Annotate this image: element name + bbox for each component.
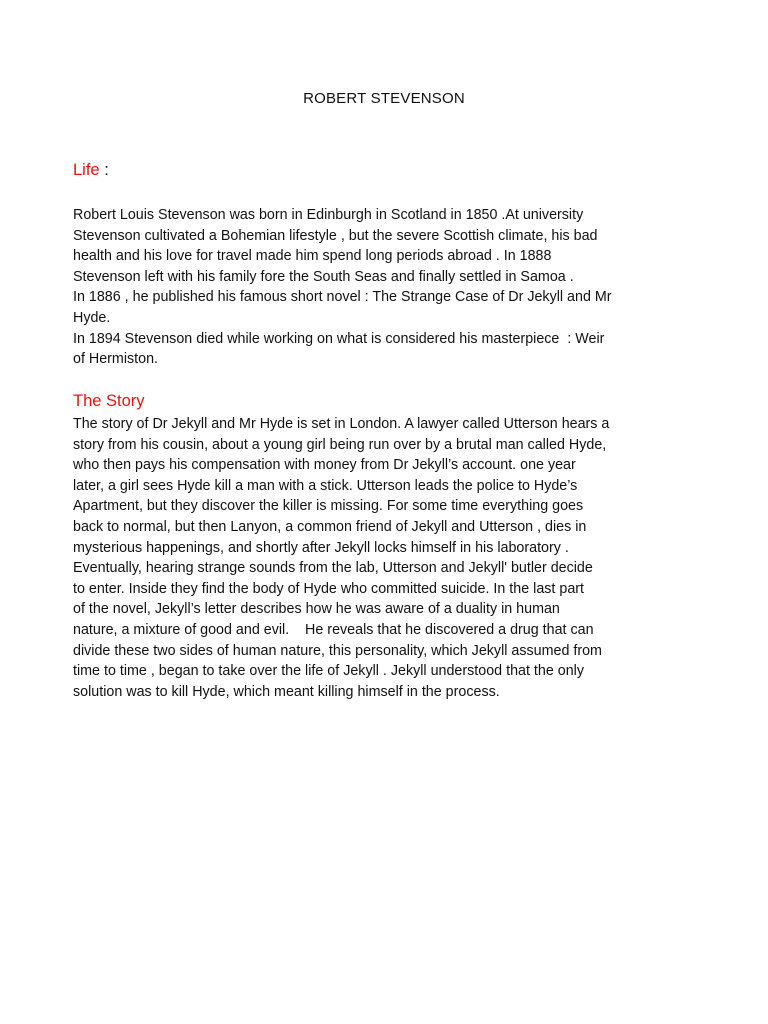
life-heading-colon: : bbox=[99, 161, 109, 179]
life-heading bbox=[73, 159, 109, 181]
page-title: ROBERT STEVENSON bbox=[303, 90, 465, 107]
story-line: story from his cousin, about a young girl being run over by a brutal man called Hyde, bbox=[73, 436, 607, 453]
story-line: back to normal, but then Lanyon, a common friend of Jekyll and Utterson , dies in bbox=[73, 518, 587, 535]
story-line: later, a girl sees Hyde kill a man with a stick. Utterson leads the police to Hyde’s bbox=[73, 477, 578, 494]
story-line: nature, a mixture of good and evil. He reveals that he discovered a drug that can bbox=[73, 621, 594, 638]
story-line: solution was to kill Hyde, which meant killing himself in the process. bbox=[73, 683, 500, 700]
life-paragraph bbox=[73, 205, 698, 370]
story-line: of the novel, Jekyll’s letter describes how he was aware of a duality in human bbox=[73, 601, 560, 618]
story-line: Apartment, but they discover the killer is missing. For some time everything goes bbox=[73, 498, 584, 515]
story-line: time to time , began to take over the life of Jekyll . Jekyll understood that the only bbox=[73, 663, 584, 680]
life-line: of Hermiston. bbox=[73, 351, 159, 368]
story-line: to enter. Inside they find the body of Hyde who committed suicide. In the last part bbox=[73, 580, 585, 597]
life-line: Stevenson cultivated a Bohemian lifestyle , but the severe Scottish climate, his bad bbox=[73, 227, 598, 244]
story-line: The story of Dr Jekyll and Mr Hyde is set in London. A lawyer called Utterson hears a bbox=[73, 416, 610, 432]
life-line: Hyde. bbox=[73, 309, 111, 326]
story-paragraph bbox=[73, 414, 698, 702]
life-line: health and his love for travel made him spend long periods abroad . In 1888 bbox=[73, 248, 552, 265]
life-heading-text: Life bbox=[73, 161, 100, 179]
life-line: In 1886 , he published his famous short novel : The Strange Case of Dr Jekyll and Mr bbox=[73, 289, 612, 306]
story-line: Eventually, hearing strange sounds from the lab, Utterson and Jekyll' butler decide bbox=[73, 560, 593, 577]
story-line: mysterious happenings, and shortly after Jekyll locks himself in his laboratory . bbox=[73, 539, 569, 556]
story-heading bbox=[73, 390, 145, 412]
story-line: divide these two sides of human nature, this personality, which Jekyll assumed from bbox=[73, 642, 602, 659]
life-line: Robert Louis Stevenson was born in Edinburgh in Scotland in 1850 .At university bbox=[73, 207, 584, 223]
life-line: In 1894 Stevenson died while working on what is considered his masterpiece : Weir bbox=[73, 330, 605, 347]
life-line: Stevenson left with his family fore the South Seas and finally settled in Samoa . bbox=[73, 268, 574, 285]
story-heading-text: The Story bbox=[73, 392, 145, 410]
story-line: who then pays his compensation with money from Dr Jekyll’s account. one year bbox=[73, 457, 576, 474]
